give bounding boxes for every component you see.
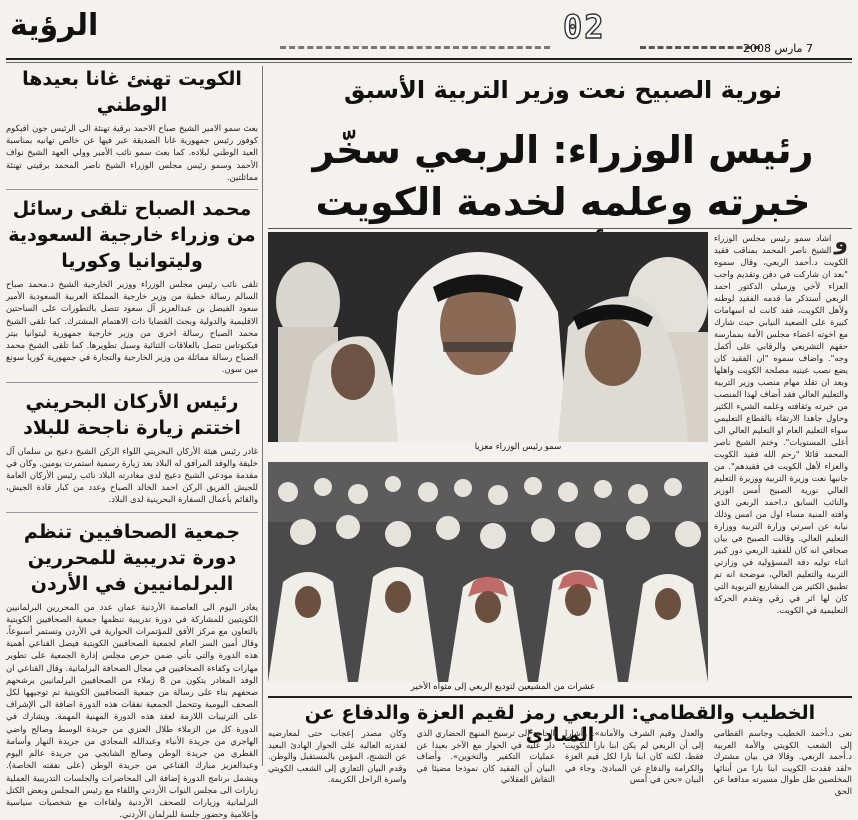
condolence-photo-illustration: [268, 232, 708, 442]
divider: [6, 512, 258, 513]
story-column: وكان مصدر إعجاب حتى لمعارضيه لقدرته العالية على الحوار الهادئ البعيد عن التشنج، المؤمن بالمستقبل والوطن. وقدم البيان التعازي إلى الشعب الكويتي واسرة الراحل الكريمة.: [268, 728, 407, 784]
funeral-crowd-photo: [268, 462, 708, 682]
brief-headline: محمد الصباح تلقى رسائل من وزراء خارجية السعودية وليتوانيا وكوريا: [8, 198, 256, 273]
brief-body: بعث سمو الامير الشيخ صباح الاحمد برقية تهنئة الى الرئيس جون افيكوم كوفور رئيس جمهورية غانا الصديقة عبر فيها عن خالص تهانيه بمناسبة العيد الوطني لبلاده. كما بعث سمو نائب الأمير وولي العهد الشيخ نواف الأحمد وسمو رئيس مجلس الوزراء الشيخ ناصر المحمد برقيتي تهنئة مماثلتين.: [6, 123, 258, 182]
crowd-photo-illustration: [268, 462, 708, 682]
story-headline: رئيس الوزراء: الربعي سخّر خبرته وعلمه لخدمة الكويت: [312, 128, 814, 224]
story-kicker: نورية الصبيح نعت وزير التربية الأسبق: [343, 76, 783, 104]
divider: [6, 189, 258, 190]
story-text: اشاد سمو رئيس مجلس الوزراء الشيخ ناصر المحمد بمناقب فقيد الكويت د.أحمد الربعي، وقال سموه "بعد ان شاركت في دفن وتقديم واجب العزاء لأخي وزميلي الدكتور احمد الربعي أستذكر ما قدمه الفقيد لوطنه ولأهل الكويت، فقد كانت له اسهامات كبيرة على الصعيد النيابي حيث شارك مع اخوته اعضاء مجلس الأمة بممارسة حقهم التشريعي والرقابي على أكمل وجه". واضاف سموه "ان الفقيد كان يضع نصب عينيه مصلحة الكويت واهلها وبعد ان تقلد مهام منصب وزير التربية والتعليم العالي فقد أضاف لهذا المنصب من خبرته وثقافته وعلمه الشيء الكثير وحاول جاهدا الارتقاء بالقطاع التعليمي سواء التعليم العام او التعليم العالي الى أعلى المستويات". وختم الشيخ ناصر المحمد قائلا "رحم الله فقيد الكويت والعزاء لأهل الكويت في فقيدهم". من جانبها نعت وزيرة التربية ووزيرة التعليم العالي نورية الصبيح أمس الوزير والنائب السابق د.احمد الربعي الذي وافته المنية مساء اول من امس وذلك نيابة عن اسرتي وزارة التربية ووزارة التعليم العالي. وقالت الصبيح في بيان صحافي انه كان للفقيد الربعي دور كبير اثناء توليه دفة المسؤولية في وزارتي التربية والتعليم العالي، موضحة انه تم تطبيق الكثير من المشاريع التربوية التي كان لها اثر في رقي وتقدم الحركة التعليمية في الكويت.: [714, 233, 848, 615]
brief-headline: رئيس الأركان البحريني اختتم زيارة ناجحة للبلاد: [23, 390, 241, 439]
news-briefs-column: [6, 66, 258, 820]
story-body: [714, 232, 848, 692]
brief-article: [6, 389, 258, 506]
divider: [6, 382, 258, 383]
photo-caption: عشرات من المشيعين لتوديع الربعي إلى مثواه الأخير: [410, 682, 596, 692]
header-divider: [6, 58, 852, 60]
condolence-photo: [268, 232, 708, 442]
header-divider: [6, 62, 852, 63]
story-column: نعى د.أحمد الخطيب وجاسم القطامي إلى الشعب الكويتي والأمة العربية د.أحمد الربعي. وقالا في بيان مشترك «لقد فقدت الكويت ابنا بارا من أبنائها المخلصين ظل طوال مسيرته مدافعا عن الحق: [713, 728, 852, 796]
brief-body: تلقى نائب رئيس مجلس الوزراء ووزير الخارجية الشيخ د.محمد صباح السالم رسالة خطية من وزير خارجية المملكة العربية السعودية الأمير سعود الفيصل بن عبدالعزيز آل سعود تتصل بالتطورات على الساحتين الاقليمية والدولية وبحث القضايا ذات الاهتمام المشترك. كما تلقى الشيخ محمد الصباح رسالة اخرى من وزير خارجية جمهورية ليتوانيا بيتر فيكتوتاس تتصل بالعلاقات الثنائية وسبل تطويرها. كما تلقى الشيخ محمد الصباح رسالة مماثلة من وزير الخارجية والتجارة في جمهورية كوريا سونغ مين سون.: [6, 279, 258, 375]
photo-caption: سمو رئيس الوزراء معزيا: [474, 442, 562, 452]
secondary-story-columns: [268, 728, 852, 796]
secondary-headline: الخطيب والقطامي: الربعي رمز لقيم العزة والدفاع عن المبادئ: [268, 696, 852, 746]
brief-headline: جمعية الصحافيين تنظم دورة تدريبية للمحررين البرلمانيين في الأردن: [23, 520, 241, 595]
story-column: والعدل وقيم الشرف والأمانة». وأشارا إلى أن الربعي لم يكن ابنا بارا للكويت فقط، لكنه كان ابنا بارا لكل قيم العزة والكرامة والدفاع عن المبادئ. وجاء في البيان «نحن في أمس: [565, 728, 704, 784]
page-number: 02: [563, 8, 606, 46]
brief-article: [6, 66, 258, 183]
divider: [268, 228, 852, 229]
story-column: الحاجة إلى ترسيخ المنهج الحضاري الذي دار عليه في الحوار مع الآخر بعيدا عن عمليات التكفير والتخوين». وأضاف البيان أن الفقيد كان نموذجا مضيئا في النقاش العقلاني: [416, 728, 555, 784]
brief-headline: الكويت تهنئ غانا بعيدها الوطني: [22, 68, 242, 116]
section-name: الرؤية: [10, 8, 99, 43]
decorative-rule: [280, 46, 550, 49]
decorative-rule: [640, 46, 760, 49]
brief-article: [6, 196, 258, 376]
brief-body: غادر رئيس هيئة الأركان البحريني اللواء الركن الشيخ دعيج بن سلمان آل خليفة والوفد المرافق له البلاد بعد زيارة رسمية استمرت يومين. وكان في مقدمة مودعي الشيخ دعيج لدى مغادرته البلاد نائب رئيس الأركان العامة للجيش الفريق الركن احمد الخالد الصباح وعدد من كبار قادة الجيش، والقائم بأعمال السفارة البحرينية لدى البلاد.: [6, 445, 258, 505]
main-story: [268, 66, 852, 796]
brief-article: [6, 519, 258, 820]
column-divider: [262, 66, 263, 766]
issue-date: 7 مارس 2008: [743, 42, 813, 55]
drop-cap: و: [834, 230, 848, 255]
brief-body: يغادر اليوم الى العاصمة الأردنية عمان عدد من المحررين البرلمانيين الكويتيين للمشاركة في دورة تدريبية تنظمها جمعية الصحافيين الكويتية بالتعاون مع مركز الأفق للمؤتمرات الحوارية في الأردن وتستمر أسبوعاً. وقال أمين السر العام لجمعية الصحافيين الكويتية فيصل القناعي أهمية هذه الدورة والتي تأتي ضمن حرص مجلس إدارة الجمعية على تطوير مهارات وكفاءة الصحافيين في مجال الصحافة البرلمانية. وقال القناعي ان الوفد المغادر يتكون من 8 زملاء من الصحافيين البرلمانيين يرشحهم صحفهم بناء على رسالة من جمعية الصحافيين الكويتية تم توجيهها لكل الصحف اليومية وتتحمل الجمعية نفقات هذه الدورة اضافة الى الإشراف على الترتيبات اللازمة لعقد هذه الدورة المهنية المهمة. ويشارك في الدورة كل من الزملاء طلال العنزي من جريدة الوسط وصالح واضي الهاجري من جريدة الأنباء وعبدالله المجادي من جريدة النهار وأسامة القطري من جريدة الوطن وصالح الشايجي من جريدة عالم اليوم وعبدالعزيز مبارك القناعي من جريدة الوطن (على نفقته الخاصة). ويشمل برنامج الدورة إضافة الى المحاضرات والجلسات التدريبية العملية زيارات الى مجلس النواب الأردني واللقاء مع رئيس المجلس وبعض الكتل البرلمانية وزيارات للصحف الأردنية ولقاءات مع شخصيات سياسية وإعلامية وحضور جلسة للبرلمان الأردني.: [6, 601, 258, 820]
